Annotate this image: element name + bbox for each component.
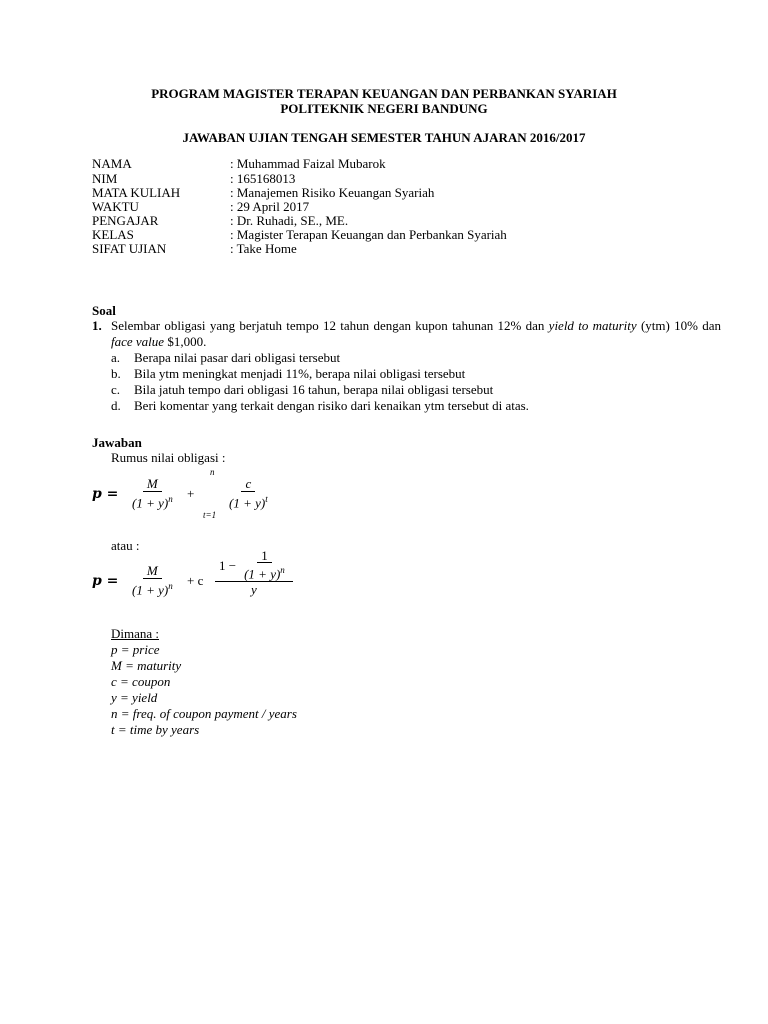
- question-text-italic: yield to maturity: [548, 318, 637, 333]
- inner-denominator-text: (1 + y): [244, 566, 281, 582]
- exponent: n: [168, 494, 173, 504]
- plus-c: + c: [187, 573, 204, 588]
- fraction-denominator-text: (1 + y): [229, 495, 266, 511]
- info-row-nama: [0, 156, 768, 172]
- question-text-part: Selembar obligasi yang berjatuh tempo 12 tahun dengan kupon tahunan 12% dan: [111, 318, 549, 333]
- question-item-letter: d.: [111, 398, 121, 413]
- one-minus: 1 −: [219, 557, 237, 573]
- info-label: SIFAT UJIAN: [92, 241, 167, 256]
- question-item-letter: a.: [111, 350, 121, 365]
- info-label: WAKTU: [92, 199, 139, 214]
- formula-compound-fraction: [215, 549, 293, 597]
- definition-item: y = yield: [111, 690, 158, 705]
- fraction-denominator: [225, 492, 272, 510]
- info-label: PENGAJAR: [92, 213, 159, 228]
- formula-lhs: p =: [92, 486, 119, 502]
- info-value: : Take Home: [230, 241, 297, 256]
- question-item-letter: c.: [111, 382, 121, 397]
- fraction-numerator: M: [143, 476, 162, 492]
- formula-fraction: [128, 476, 177, 510]
- info-label: KELAS: [92, 227, 134, 242]
- soal-heading: Soal: [92, 303, 116, 318]
- exponent: n: [168, 581, 173, 591]
- exponent: t: [265, 494, 268, 504]
- info-value: : 165168013: [230, 171, 296, 186]
- formula-fraction: [225, 476, 272, 510]
- rumus-label: Rumus nilai obligasi :: [111, 450, 226, 465]
- fraction-denominator-text: (1 + y): [132, 495, 169, 511]
- header-line-3: JAWABAN UJIAN TENGAH SEMESTER TAHUN AJARAN 2016/2017: [182, 130, 586, 145]
- question-text-part: (ytm) 10% dan: [636, 318, 721, 333]
- plus-sign: +: [187, 486, 195, 501]
- definition-item: c = coupon: [111, 674, 171, 689]
- inner-fraction: [240, 549, 289, 581]
- formula-fraction: [128, 563, 177, 597]
- question-item-letter: b.: [111, 366, 121, 381]
- fraction-denominator: [128, 492, 177, 510]
- dimana-label: Dimana :: [111, 626, 160, 641]
- compound-numerator: [215, 549, 293, 582]
- info-label: NAMA: [92, 156, 132, 171]
- definition-item: p = price: [111, 642, 160, 657]
- header-line-2: POLITEKNIK NEGERI BANDUNG: [280, 101, 488, 116]
- info-value: : Magister Terapan Keuangan dan Perbankan Syariah: [230, 227, 507, 242]
- question-number: 1.: [92, 318, 102, 333]
- info-row-sifat-ujian: [0, 241, 768, 257]
- sum-upper-limit: n: [210, 467, 215, 477]
- inner-numerator: 1: [257, 549, 272, 563]
- definition-item: t = time by years: [111, 722, 200, 737]
- definition-item: n = freq. of coupon payment / years: [111, 706, 297, 721]
- question-item-text: Beri komentar yang terkait dengan risiko dari kenaikan ytm tersebut di atas.: [134, 398, 529, 413]
- info-value: : 29 April 2017: [230, 199, 310, 214]
- compound-denominator: y: [251, 582, 257, 598]
- header-line-1: PROGRAM MAGISTER TERAPAN KEUANGAN DAN PERBANKAN SYARIAH: [151, 86, 617, 101]
- atau-label: atau :: [111, 538, 140, 553]
- jawaban-heading: Jawaban: [92, 435, 142, 450]
- definition-item: M = maturity: [111, 658, 182, 673]
- question-item-text: Bila jatuh tempo dari obligasi 16 tahun, berapa nilai obligasi tersebut: [134, 382, 494, 397]
- fraction-denominator-text: (1 + y): [132, 582, 169, 598]
- question-text: [111, 318, 721, 350]
- info-value: : Muhammad Faizal Mubarok: [230, 156, 386, 171]
- inner-denominator: [240, 563, 289, 581]
- question-text-part: $1,000.: [164, 334, 207, 349]
- question-text-italic: face value: [111, 334, 165, 349]
- sum-lower-limit: t=1: [203, 510, 217, 520]
- question-item-text: Berapa nilai pasar dari obligasi tersebut: [134, 350, 341, 365]
- info-value: : Manajemen Risiko Keuangan Syariah: [230, 185, 435, 200]
- info-label: NIM: [92, 171, 118, 186]
- question-item-text: Bila ytm meningkat menjadi 11%, berapa nilai obligasi tersebut: [134, 366, 466, 381]
- info-label: MATA KULIAH: [92, 185, 181, 200]
- info-value: : Dr. Ruhadi, SE., ME.: [230, 213, 349, 228]
- fraction-denominator: [128, 579, 177, 597]
- exponent: n: [280, 565, 285, 575]
- formula-lhs: p =: [92, 573, 119, 589]
- fraction-numerator: c: [241, 476, 255, 492]
- fraction-numerator: M: [143, 563, 162, 579]
